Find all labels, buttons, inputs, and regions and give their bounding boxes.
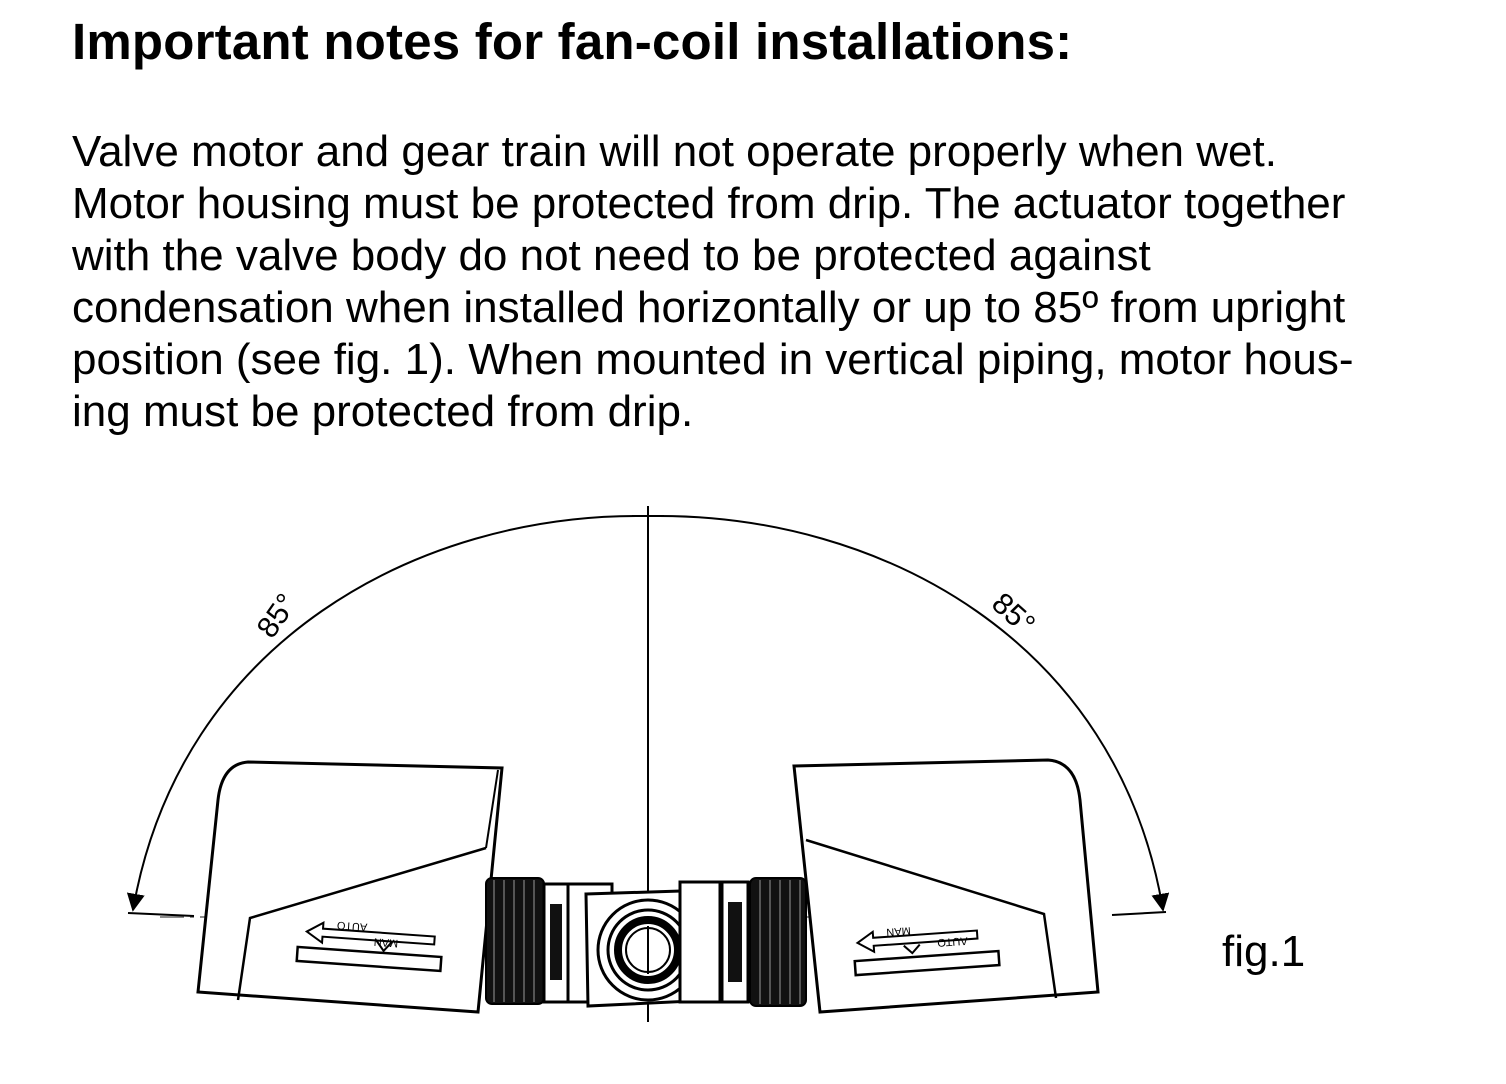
right-man-label: MAN [885,924,912,938]
paragraph-line: Valve motor and gear train will not operate properly when wet. [72,127,1277,176]
paragraph-line: with the valve body do not need to be protected against [72,231,1151,280]
right-reference-line [1112,912,1166,915]
right-angle-label: 85° [985,586,1042,642]
paragraph-line: condensation when installed horizontally or up to 85º from upright [72,283,1346,332]
right-actuator [794,760,1098,1012]
right-auto-label: AUTO [936,934,968,949]
left-actuator [198,762,502,1012]
instruction-paragraph [72,126,1492,438]
right-coupling-nut [680,878,806,1006]
left-angle-label: 85° [250,587,304,645]
left-man-label: MAN [373,935,399,949]
left-reference-line [128,913,194,916]
paragraph-line: ing must be protected from drip. [72,387,694,436]
left-actuator-housing [198,762,502,1012]
paragraph-line: Motor housing must be protected from drip. The actuator together [72,179,1346,228]
left-auto-label: AUTO [336,918,368,933]
figure-caption: fig.1 [1222,927,1306,976]
paragraph-line: position (see fig. 1). When mounted in vertical piping, motor hous- [72,335,1354,384]
page-title: Important notes for fan-coil installations: [72,13,1073,70]
